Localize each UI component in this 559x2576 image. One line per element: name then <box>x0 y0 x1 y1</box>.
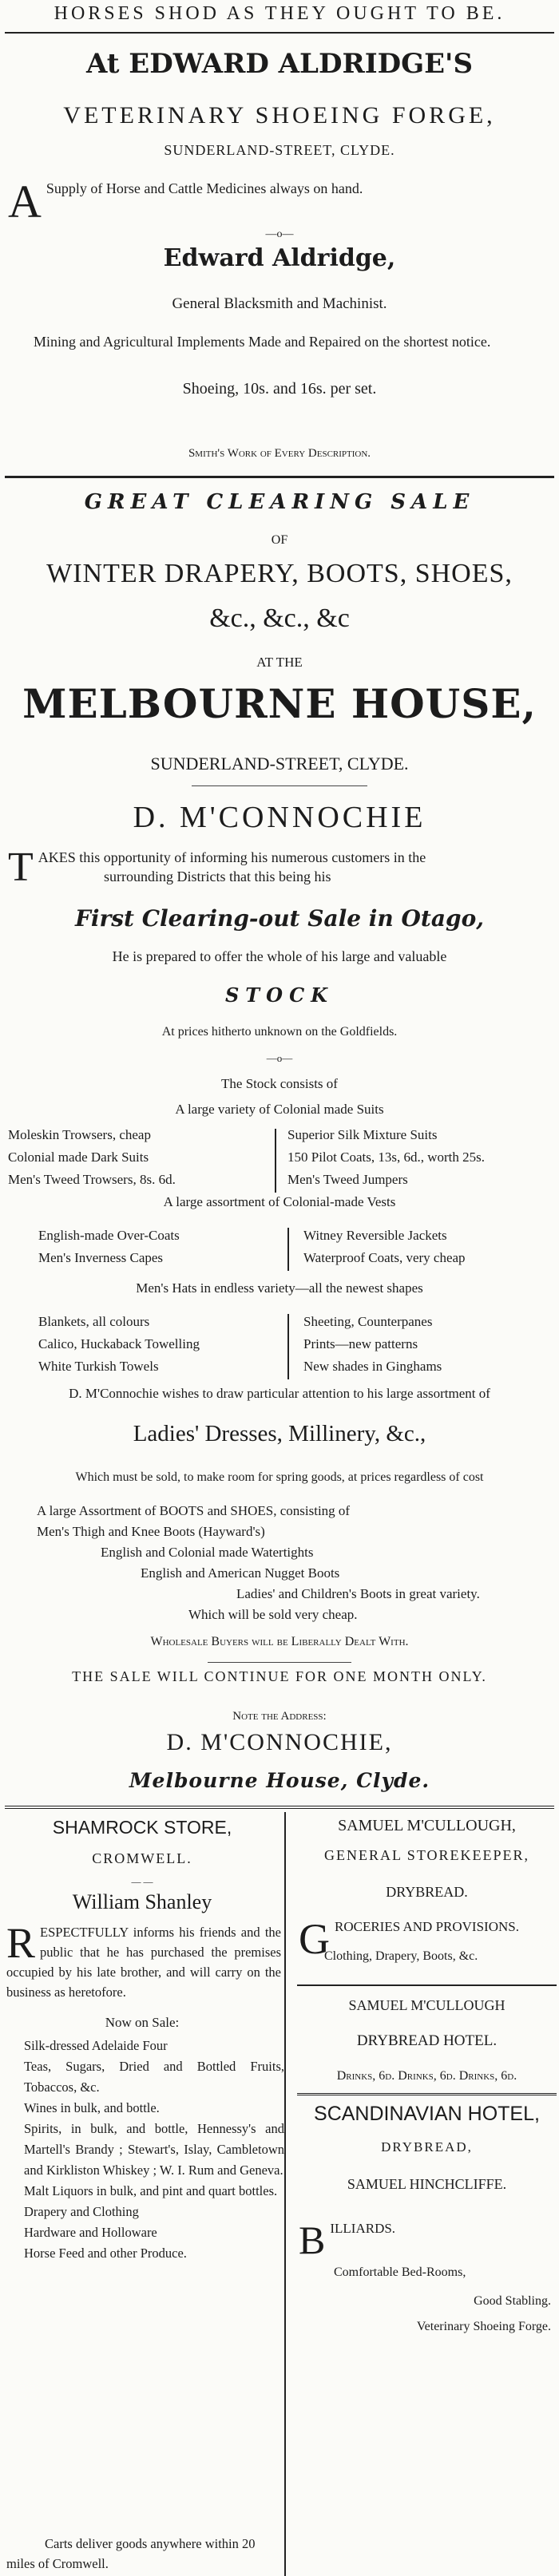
list-item: 150 Pilot Coats, 13s, 6d., worth 25s. <box>287 1150 485 1165</box>
shamrock-carts: Carts deliver goods anywhere within 20 miles of Cromwell. <box>6 2536 256 2571</box>
hotel-drinks: Drinks, 6d. Drinks, 6d. Drinks, 6d. <box>336 2069 517 2083</box>
scandinavian-forge: Veterinary Shoeing Forge. <box>416 2320 551 2333</box>
divider <box>5 32 554 34</box>
sale-vests: A large assortment of Colonial-made Vests <box>163 1194 396 1209</box>
list-item: English-made Over-Coats <box>38 1228 180 1243</box>
sale-house: MELBOURNE HOUSE, <box>22 680 537 727</box>
sale-continue: THE SALE WILL CONTINUE FOR ONE MONTH ONLY. <box>72 1668 487 1684</box>
linen-left <box>38 1311 278 1378</box>
coats-right <box>303 1225 556 1269</box>
sale-first: First Clearing-out Sale in Otago, <box>74 905 485 932</box>
shamrock-on-sale: Now on Sale: <box>105 2015 180 2030</box>
boots-line: Which will be sold very cheap. <box>188 1607 358 1622</box>
short-rule <box>208 1662 351 1663</box>
scandinavian-name: SCANDINAVIAN HOTEL, <box>314 2103 540 2125</box>
list-item: Malt Liquors in bulk, and pint and quart bottles. <box>24 2183 278 2198</box>
suits-right <box>287 1124 556 1191</box>
divider <box>297 1984 557 1986</box>
boots-line: English and Colonial made Watertights <box>101 1545 314 1560</box>
sale-boots <box>0 1501 559 1625</box>
sale-note: Note the Address: <box>232 1710 327 1723</box>
shamrock-intro <box>6 1919 281 2002</box>
shamrock-town: CROMWELL. <box>92 1850 192 1866</box>
supply-text: Supply of Horse and Cattle Medicines always on hand. <box>46 180 363 196</box>
boots-line: Ladies' and Children's Boots in great variety. <box>236 1586 480 1601</box>
groceries-text: ROCERIES AND PROVISIONS. <box>335 1919 519 1934</box>
sale-address: SUNDERLAND-STREET, CLYDE. <box>150 754 409 774</box>
suits-left <box>8 1124 280 1191</box>
billiards-text: ILLIARDS. <box>330 2221 396 2236</box>
list-item: White Turkish Towels <box>38 1359 159 1374</box>
sale-consists: The Stock consists of <box>221 1076 338 1091</box>
list-item: Wines in bulk, and bottle. <box>24 2100 160 2115</box>
sale-sign-name: D. M'CONNOCHIE, <box>166 1729 393 1755</box>
list-item: Drapery and Clothing <box>24 2204 139 2219</box>
sale-at-the: AT THE <box>256 655 303 670</box>
ornament: —o— <box>265 228 294 240</box>
mccullough-trade: GENERAL STOREKEEPER, <box>323 1847 529 1863</box>
mccullough-clothing: Clothing, Drapery, Boots, &c. <box>324 1949 478 1963</box>
aldridge-trade: General Blacksmith and Machinist. <box>172 295 387 312</box>
sale-must-sell: Which must be sold, to make room for spring goods, at prices regardless of cost <box>75 1470 484 1484</box>
list-item: New shades in Ginghams <box>303 1359 442 1374</box>
linen-right <box>303 1311 556 1378</box>
aldridge-address: SUNDERLAND-STREET, CLYDE. <box>164 142 395 158</box>
ornament: —o— <box>266 1052 293 1064</box>
scandinavian-rooms: Comfortable Bed-Rooms, <box>334 2265 466 2279</box>
sale-hats: Men's Hats in endless variety—all the newest shapes <box>136 1280 423 1296</box>
list-item: Silk-dressed Adelaide Four <box>24 2038 168 2053</box>
aldridge-mining: Mining and Agricultural Implements Made and Repaired on the shortest notice. <box>34 334 491 350</box>
aldridge-forge: VETERINARY SHOEING FORGE, <box>63 102 496 129</box>
column-divider <box>287 1228 289 1271</box>
hotel-owner: SAMUEL M'CULLOUGH <box>348 1997 505 2013</box>
aldridge-smith: Smith's Work of Every Description. <box>188 447 371 460</box>
column-divider <box>287 1314 289 1379</box>
drop-cap: A <box>8 176 42 228</box>
coats-left <box>38 1225 278 1269</box>
list-item: Waterproof Coats, very cheap <box>303 1250 466 1265</box>
scandinavian-billiards <box>299 2218 556 2262</box>
list-item: Moleskin Trowsers, cheap <box>8 1127 151 1142</box>
drop-cap: R <box>6 1919 36 1967</box>
aldridge-heading: At EDWARD ALDRIDGE'S <box>85 48 474 80</box>
list-item: Superior Silk Mixture Suits <box>287 1127 438 1142</box>
intro-line: surrounding Districts that this being his <box>104 869 331 884</box>
short-rule <box>192 785 367 786</box>
shamrock-items <box>24 2036 284 2264</box>
drop-cap: G <box>299 1915 330 1963</box>
boots-line: Men's Thigh and Knee Boots (Hayward's) <box>37 1524 265 1539</box>
sale-intro <box>8 845 551 890</box>
dash: — — <box>131 1876 153 1887</box>
list-item: Teas, Sugars, Dried and Bottled Fruits, Tobaccos, &c. <box>24 2059 284 2095</box>
intro-line: AKES this opportunity of informing his numerous customers in the <box>38 849 426 865</box>
list-item: Calico, Huckaback Towelling <box>38 1336 200 1351</box>
drop-cap: T <box>8 845 34 890</box>
sale-of: OF <box>271 533 288 547</box>
divider <box>5 1806 554 1809</box>
list-item: Hardware and Holloware <box>24 2225 157 2240</box>
list-item: Spirits, in bulk, and bottle, Hennessy's and Martell's Brandy ; Stewart's, Islay, Cambletown and Kirkliston Whiskey ; W. I. Rum and Geneva. <box>24 2121 284 2178</box>
hotel-name: DRYBREAD HOTEL. <box>356 2032 498 2049</box>
sale-stock: STOCK <box>224 983 335 1007</box>
list-item: Prints—new patterns <box>303 1336 418 1351</box>
sale-ladies: Ladies' Dresses, Millinery, &c., <box>133 1421 426 1446</box>
list-item: Colonial made Dark Suits <box>8 1150 149 1165</box>
drop-cap: B <box>299 2218 326 2262</box>
list-item: Sheeting, Counterpanes <box>303 1314 433 1329</box>
mccullough-name: SAMUEL M'CULLOUGH, <box>338 1817 516 1834</box>
list-item: Horse Feed and other Produce. <box>24 2246 187 2261</box>
sale-attention: D. M'Connochie wishes to draw particular attention to his large assortment of <box>69 1386 490 1401</box>
column-divider <box>284 1812 286 2576</box>
column-divider <box>275 1129 276 1193</box>
shamrock-store: SHAMROCK STORE, <box>52 1817 232 1838</box>
sale-wholesale: Wholesale Buyers will be Liberally Dealt With. <box>150 1635 409 1648</box>
sale-sign-house: Melbourne House, Clyde. <box>129 1769 430 1792</box>
intro-text: ESPECTFULLY informs his friends and the public that he has purchased the premises occupied by his late brother, and will carry on the business as heretofore. <box>6 1925 281 2000</box>
sale-prepared: He is prepared to offer the whole of his large and valuable <box>112 948 447 964</box>
list-item: Witney Reversible Jackets <box>303 1228 447 1243</box>
sale-title: GREAT CLEARING SALE <box>84 490 475 514</box>
aldridge-shoeing: Shoeing, 10s. and 16s. per set. <box>182 380 377 398</box>
boots-line: A large Assortment of BOOTS and SHOES, consisting of <box>37 1503 351 1518</box>
sale-prices: At prices hitherto unknown on the Goldfields. <box>161 1025 398 1039</box>
sale-proprietor: D. M'CONNOCHIE <box>133 801 426 834</box>
aldridge-name: Edward Aldridge, <box>163 244 396 272</box>
scandinavian-owner: SAMUEL HINCHCLIFFE. <box>347 2176 507 2192</box>
divider <box>5 476 554 478</box>
mccullough-town: DRYBREAD. <box>386 1884 468 1900</box>
sale-suits-intro: A large variety of Colonial made Suits <box>175 1102 384 1117</box>
scandinavian-stabling: Good Stabling. <box>474 2294 551 2308</box>
aldridge-supply <box>8 176 551 228</box>
aldridge-banner: HORSES SHOD AS THEY OUGHT TO BE. <box>54 3 505 24</box>
sale-goods: WINTER DRAPERY, BOOTS, SHOES, <box>46 559 513 588</box>
list-item: Men's Tweed Trowsers, 8s. 6d. <box>8 1172 176 1187</box>
divider <box>297 2093 557 2095</box>
scandinavian-town: DRYBREAD, <box>381 2139 473 2155</box>
list-item: Men's Inverness Capes <box>38 1250 164 1265</box>
boots-line: English and American Nugget Boots <box>141 1565 340 1581</box>
sale-etc: &c., &c., &c <box>209 603 350 633</box>
list-item: Men's Tweed Jumpers <box>287 1172 408 1187</box>
shamrock-owner: William Shanley <box>72 1890 212 1913</box>
list-item: Blankets, all colours <box>38 1314 150 1329</box>
